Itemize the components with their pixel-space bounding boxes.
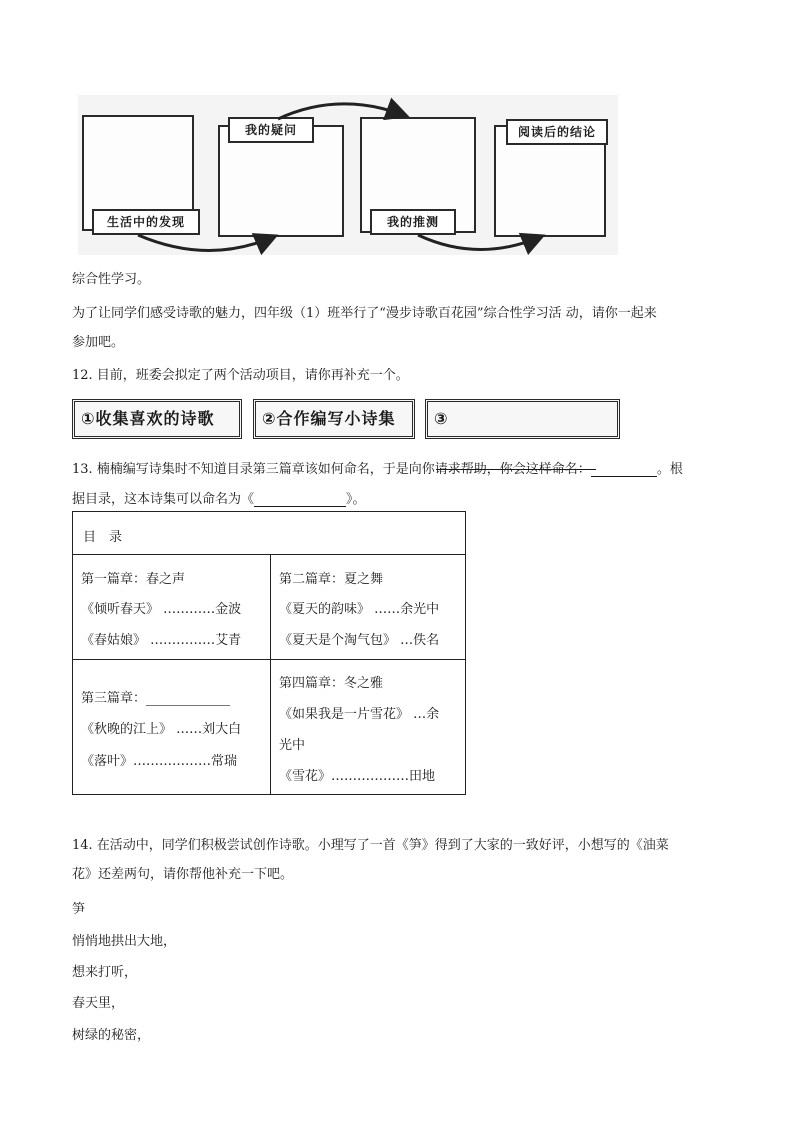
chapter-4-poem-2: 《雪花》………………田地 — [279, 769, 436, 784]
chapter-3-name — [81, 687, 230, 706]
question-12: 12. 目前，班委会拟定了两个活动项目，请你再补充一个。 — [72, 368, 409, 383]
chapter-3-name-blank[interactable] — [146, 692, 230, 706]
inquiry-flow-diagram — [78, 95, 618, 255]
chapter-4-name: 第四篇章：冬之雅 — [279, 676, 384, 691]
activity-3-number: ③ — [434, 409, 449, 428]
question-13-text-c: 据目录，这本诗集可以命名为《 — [72, 492, 255, 507]
poem-line-4: 树绿的秘密， — [72, 1028, 151, 1043]
activity-2: ②合作编写小诗集 — [253, 399, 415, 439]
toc-divider-horizontal — [73, 659, 465, 660]
chapter-4-poem-1b: 光中 — [279, 738, 306, 753]
table-of-contents — [72, 511, 466, 795]
question-13-line-1 — [72, 458, 683, 477]
label-discovery: 生活中的发现 — [92, 209, 200, 235]
intro-line-2: 为了让同学们感受诗歌的魅力，四年级（1）班举行了“漫步诗歌百花园”综合性学习活 动，请你一起来 — [72, 306, 657, 321]
arrow-discovery-to-question — [138, 235, 273, 251]
activity-3 — [425, 399, 620, 439]
arrow-guess-to-conclusion — [418, 235, 540, 250]
chapter-3-poem-2: 《落叶》………………常瑞 — [81, 754, 238, 769]
label-conclusion: 阅读后的结论 — [506, 119, 608, 145]
poem-line-2: 想来打听， — [72, 965, 138, 980]
intro-line-1: 综合性学习。 — [72, 272, 151, 287]
chapter-1-poem-1: 《倾听春天》 …………金波 — [81, 602, 242, 617]
toc-title: 目 录 — [83, 530, 123, 545]
label-question: 我的疑问 — [228, 117, 314, 143]
chapter-1-name: 第一篇章：春之声 — [81, 572, 186, 587]
toc-divider-vertical — [270, 555, 271, 795]
question-14-line-2: 花》还差两句，请你帮他补充一下吧。 — [72, 867, 294, 882]
chapter-4-poem-1a: 《如果我是一片雪花》 …余 — [279, 707, 440, 722]
intro-line-3: 参加吧。 — [72, 335, 125, 350]
question-13-text-d: 》。 — [346, 492, 366, 507]
poem-line-3: 春天里， — [72, 996, 125, 1011]
chapter-name-blank[interactable] — [591, 461, 657, 477]
collection-name-blank[interactable] — [254, 491, 346, 507]
question-13-text-a: 13. 楠楠编写诗集时不知道目录第三篇章该如何命名，于是向你请求帮助，你会这样命名： — [72, 462, 591, 477]
chapter-3-label: 第三篇章： — [81, 691, 147, 706]
toc-header — [73, 512, 465, 555]
question-14-line-1: 14. 在活动中，同学们积极尝试创作诗歌。小理写了一首《笋》得到了大家的一致好评，小想写的《油菜 — [72, 838, 669, 853]
chapter-3-poem-1: 《秋晚的江上》 ……刘大白 — [81, 722, 242, 737]
chapter-1-poem-2: 《春姑娘》 ……………艾青 — [81, 633, 242, 648]
activity-1: ①收集喜欢的诗歌 — [72, 399, 242, 439]
poem-title: 笋 — [72, 902, 86, 917]
chapter-2-name: 第二篇章：夏之舞 — [279, 572, 384, 587]
arrow-question-to-guess — [278, 104, 404, 119]
poem-line-1: 悄悄地拱出大地， — [72, 934, 177, 949]
chapter-2-poem-1: 《夏天的韵味》 ……余光中 — [279, 602, 440, 617]
chapter-2-poem-2: 《夏天是个淘气包》 …佚名 — [279, 633, 440, 648]
question-13-line-2 — [72, 488, 366, 507]
flow-arrows — [78, 95, 618, 255]
label-guess: 我的推测 — [370, 209, 456, 235]
question-13-text-b: 。根 — [656, 462, 683, 477]
